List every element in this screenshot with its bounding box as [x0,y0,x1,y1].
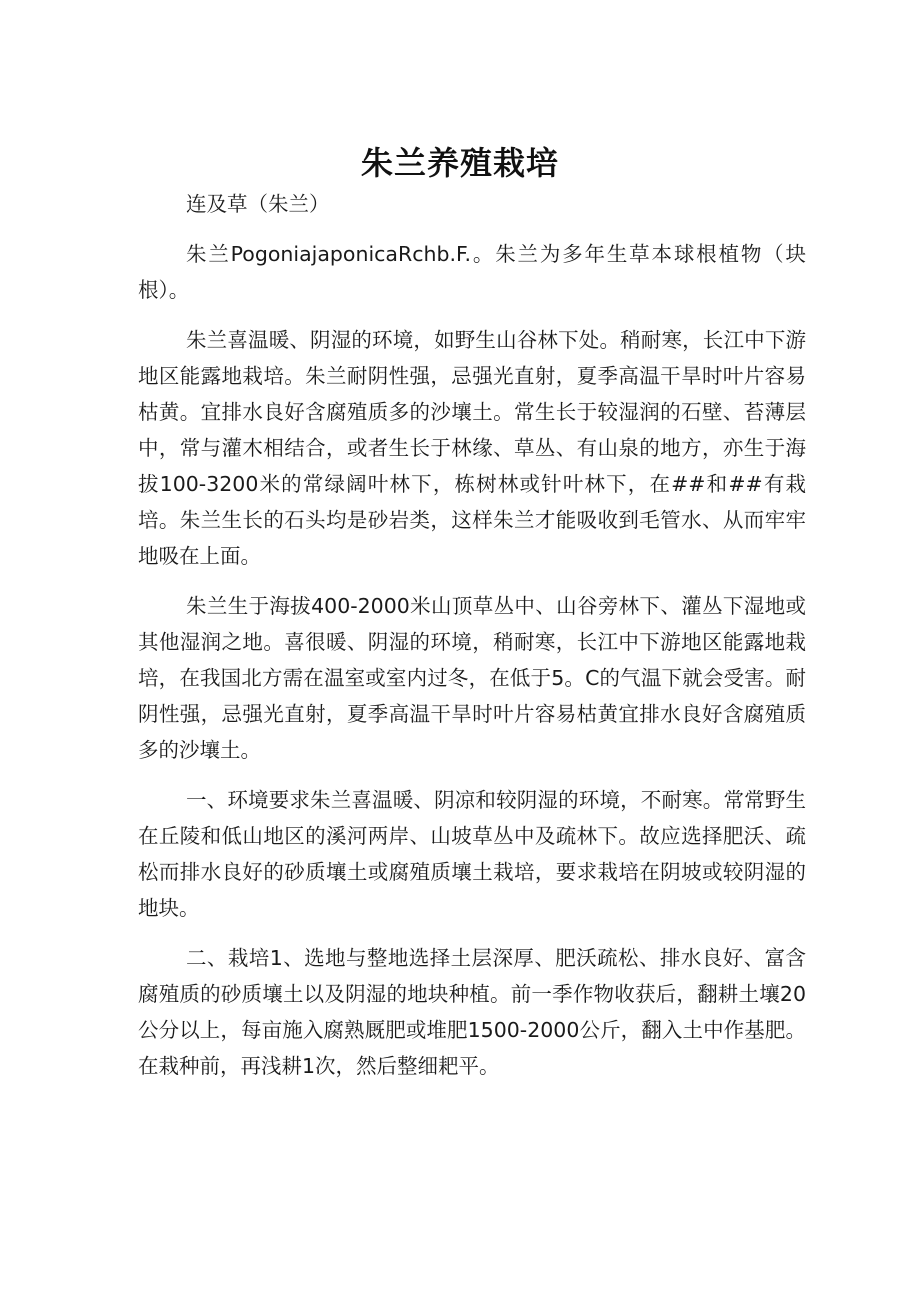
paragraph-alias: 连及草（朱兰） [186,192,330,216]
paragraph-distribution: 朱兰生于海拔400-2000米山顶草丛中、山谷旁林下、灌丛下湿地或其他湿润之地。喜很暖、阴湿的环境，稍耐寒，长江中下游地区能露地栽培，在我国北方需在温室或室内过冬，在低于5。C的气温下就会受害。耐阴性强，忌强光直射，夏季高温干旱时叶片容易枯黄宜排水良好含腐殖质多的沙壤土。 [138,594,806,762]
paragraph-cultivation: 二、栽培1、选地与整地选择土层深厚、肥沃疏松、排水良好、富含腐殖质的砂质壤土以及阴湿的地块种植。前一季作物收获后，翻耕土壤20公分以上，每亩施入腐熟厩肥或堆肥1500-2000公斤，翻入土中作基肥。在栽种前，再浅耕1次，然后整细耙平。 [138,946,806,1078]
paragraph-environment: 一、环境要求朱兰喜温暖、阴凉和较阴湿的环境，不耐寒。常常野生在丘陵和低山地区的溪河两岸、山坡草丛中及疏林下。故应选择肥沃、疏松而排水良好的砂质壤土或腐殖质壤土栽培，要求栽培在阴坡或较阴湿的地块。 [138,788,806,920]
document-body [138,186,806,1098]
paragraph-species: 朱兰PogoniajaponicaRchb.F.。朱兰为多年生草本球根植物（块根）。 [138,242,806,302]
paragraph-habitat: 朱兰喜温暖、阴湿的环境，如野生山谷林下处。稍耐寒，长江中下游地区能露地栽培。朱兰耐阴性强，忌强光直射，夏季高温干旱时叶片容易枯黄。宜排水良好含腐殖质多的沙壤土。常生长于较湿润的石壁、苔薄层中，常与灌木相结合，或者生长于林缘、草丛、有山泉的地方，亦生于海拔100-3200米的常绿阔叶林下，栋树林或针叶林下，在##和##有栽培。朱兰生长的石头均是砂岩类，这样朱兰才能吸收到毛管水、从而牢牢地吸在上面。 [138,328,806,568]
document-title: 朱兰养殖栽培 [360,144,559,183]
